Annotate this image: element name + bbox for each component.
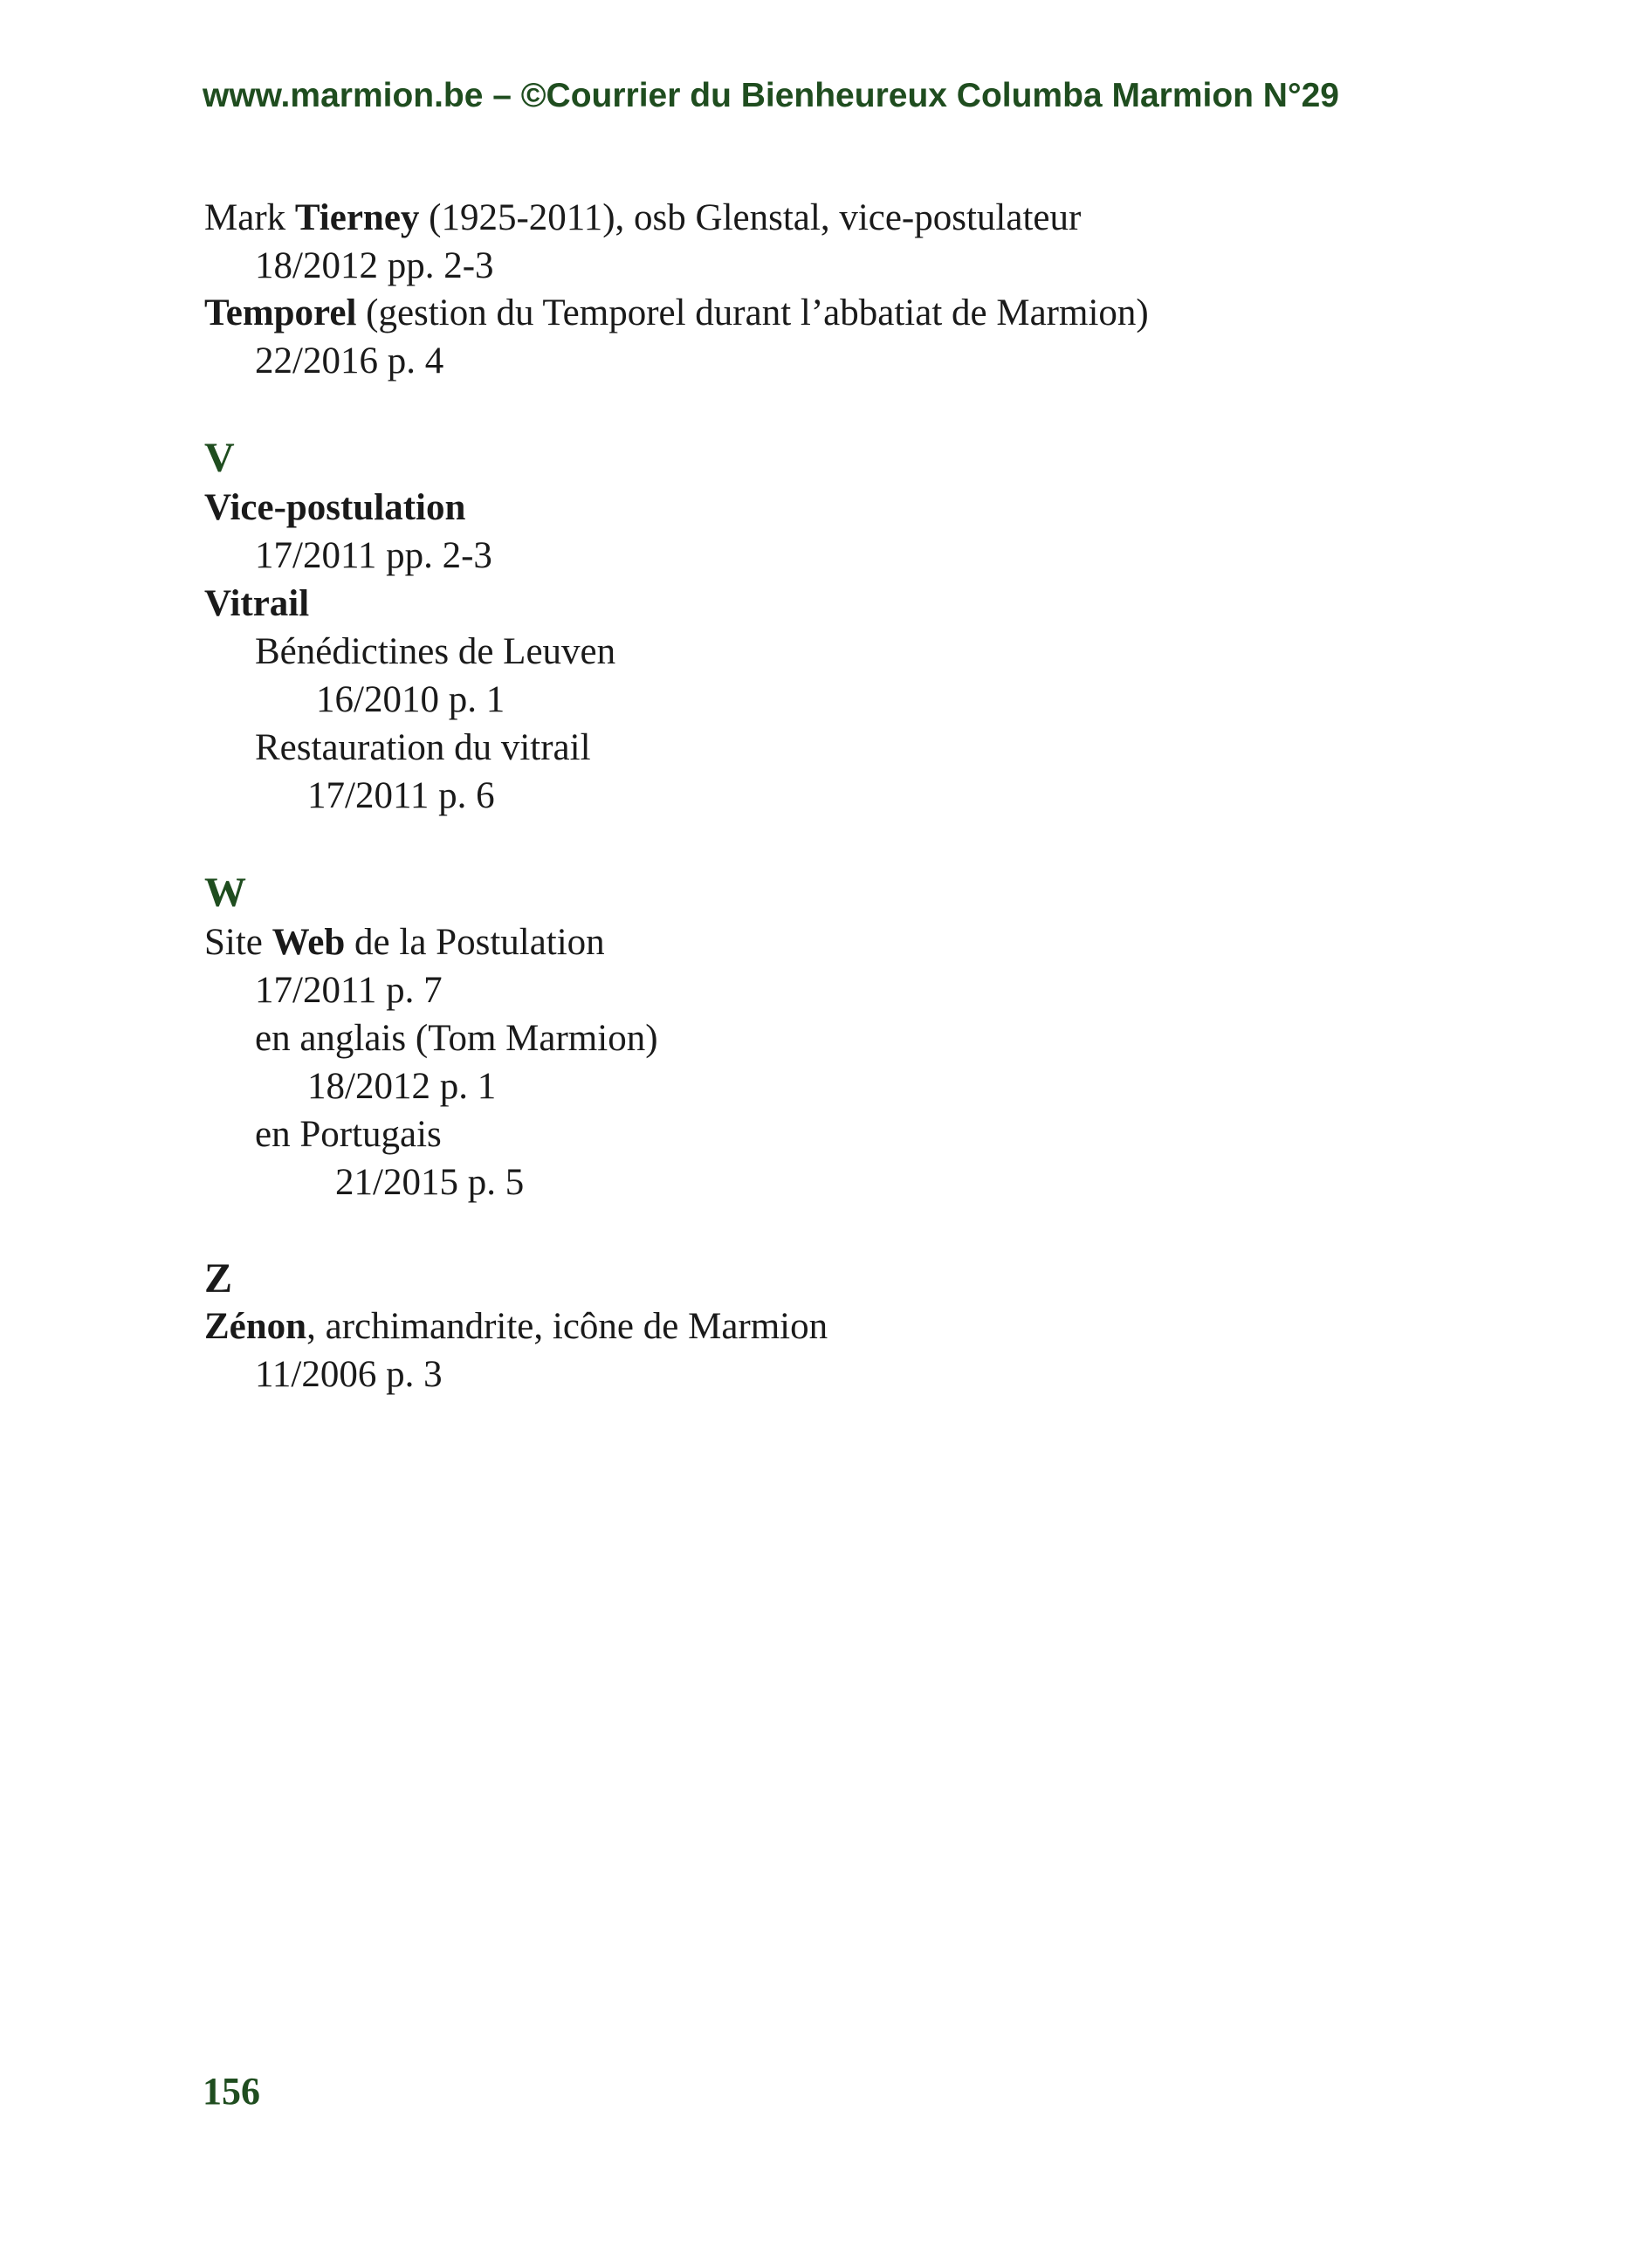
entry-reference: 11/2006 p. 3 <box>255 1354 443 1395</box>
subentry: en Portugais <box>255 1114 442 1155</box>
entry-reference: 17/2011 p. 6 <box>307 775 495 816</box>
entry-prefix: Mark <box>204 197 295 238</box>
entry-keyword: Zénon <box>204 1306 307 1347</box>
entry-tierney <box>204 196 1081 240</box>
entry-description: (1925-2011), osb Glenstal, vice-postulateur <box>419 197 1082 238</box>
section-letter-v: V <box>204 435 235 481</box>
entry-keyword: Tierney <box>294 197 420 238</box>
section-letter-z: Z <box>204 1255 233 1302</box>
entry-zenon <box>204 1305 828 1349</box>
entry-web <box>204 921 605 965</box>
entry-reference: 21/2015 p. 5 <box>335 1162 525 1203</box>
page-number: 156 <box>203 2070 260 2113</box>
entry-prefix: Site <box>204 922 272 963</box>
section-letter-w: W <box>204 869 246 916</box>
entry-description: , archimandrite, icône de Marmion <box>306 1306 828 1347</box>
entry-reference: 18/2012 pp. 2-3 <box>255 245 494 286</box>
entry-keyword: Vitrail <box>204 583 310 624</box>
running-header: www.marmion.be – ©Courrier du Bienheureux Columba Marmion N°29 <box>203 77 1339 114</box>
entry-keyword: Vice-postulation <box>204 487 466 528</box>
entry-vice-postulation <box>204 486 465 530</box>
entry-description: (gestion du Temporel durant l’abbatiat de Marmion) <box>356 292 1149 333</box>
subentry: Restauration du vitrail <box>255 727 591 768</box>
entry-reference: 22/2016 p. 4 <box>255 340 444 381</box>
entry-reference: 18/2012 p. 1 <box>307 1066 497 1107</box>
entry-reference: 17/2011 p. 7 <box>255 970 443 1011</box>
entry-description: de la Postulation <box>345 922 605 963</box>
entry-keyword: Temporel <box>204 292 357 333</box>
entry-temporel <box>204 292 1149 335</box>
entry-keyword: Web <box>272 922 346 963</box>
entry-vitrail <box>204 582 309 626</box>
subentry: Bénédictines de Leuven <box>255 631 616 672</box>
subentry: en anglais (Tom Marmion) <box>255 1018 658 1059</box>
entry-reference: 16/2010 p. 1 <box>316 679 505 720</box>
entry-reference: 17/2011 pp. 2-3 <box>255 535 492 576</box>
